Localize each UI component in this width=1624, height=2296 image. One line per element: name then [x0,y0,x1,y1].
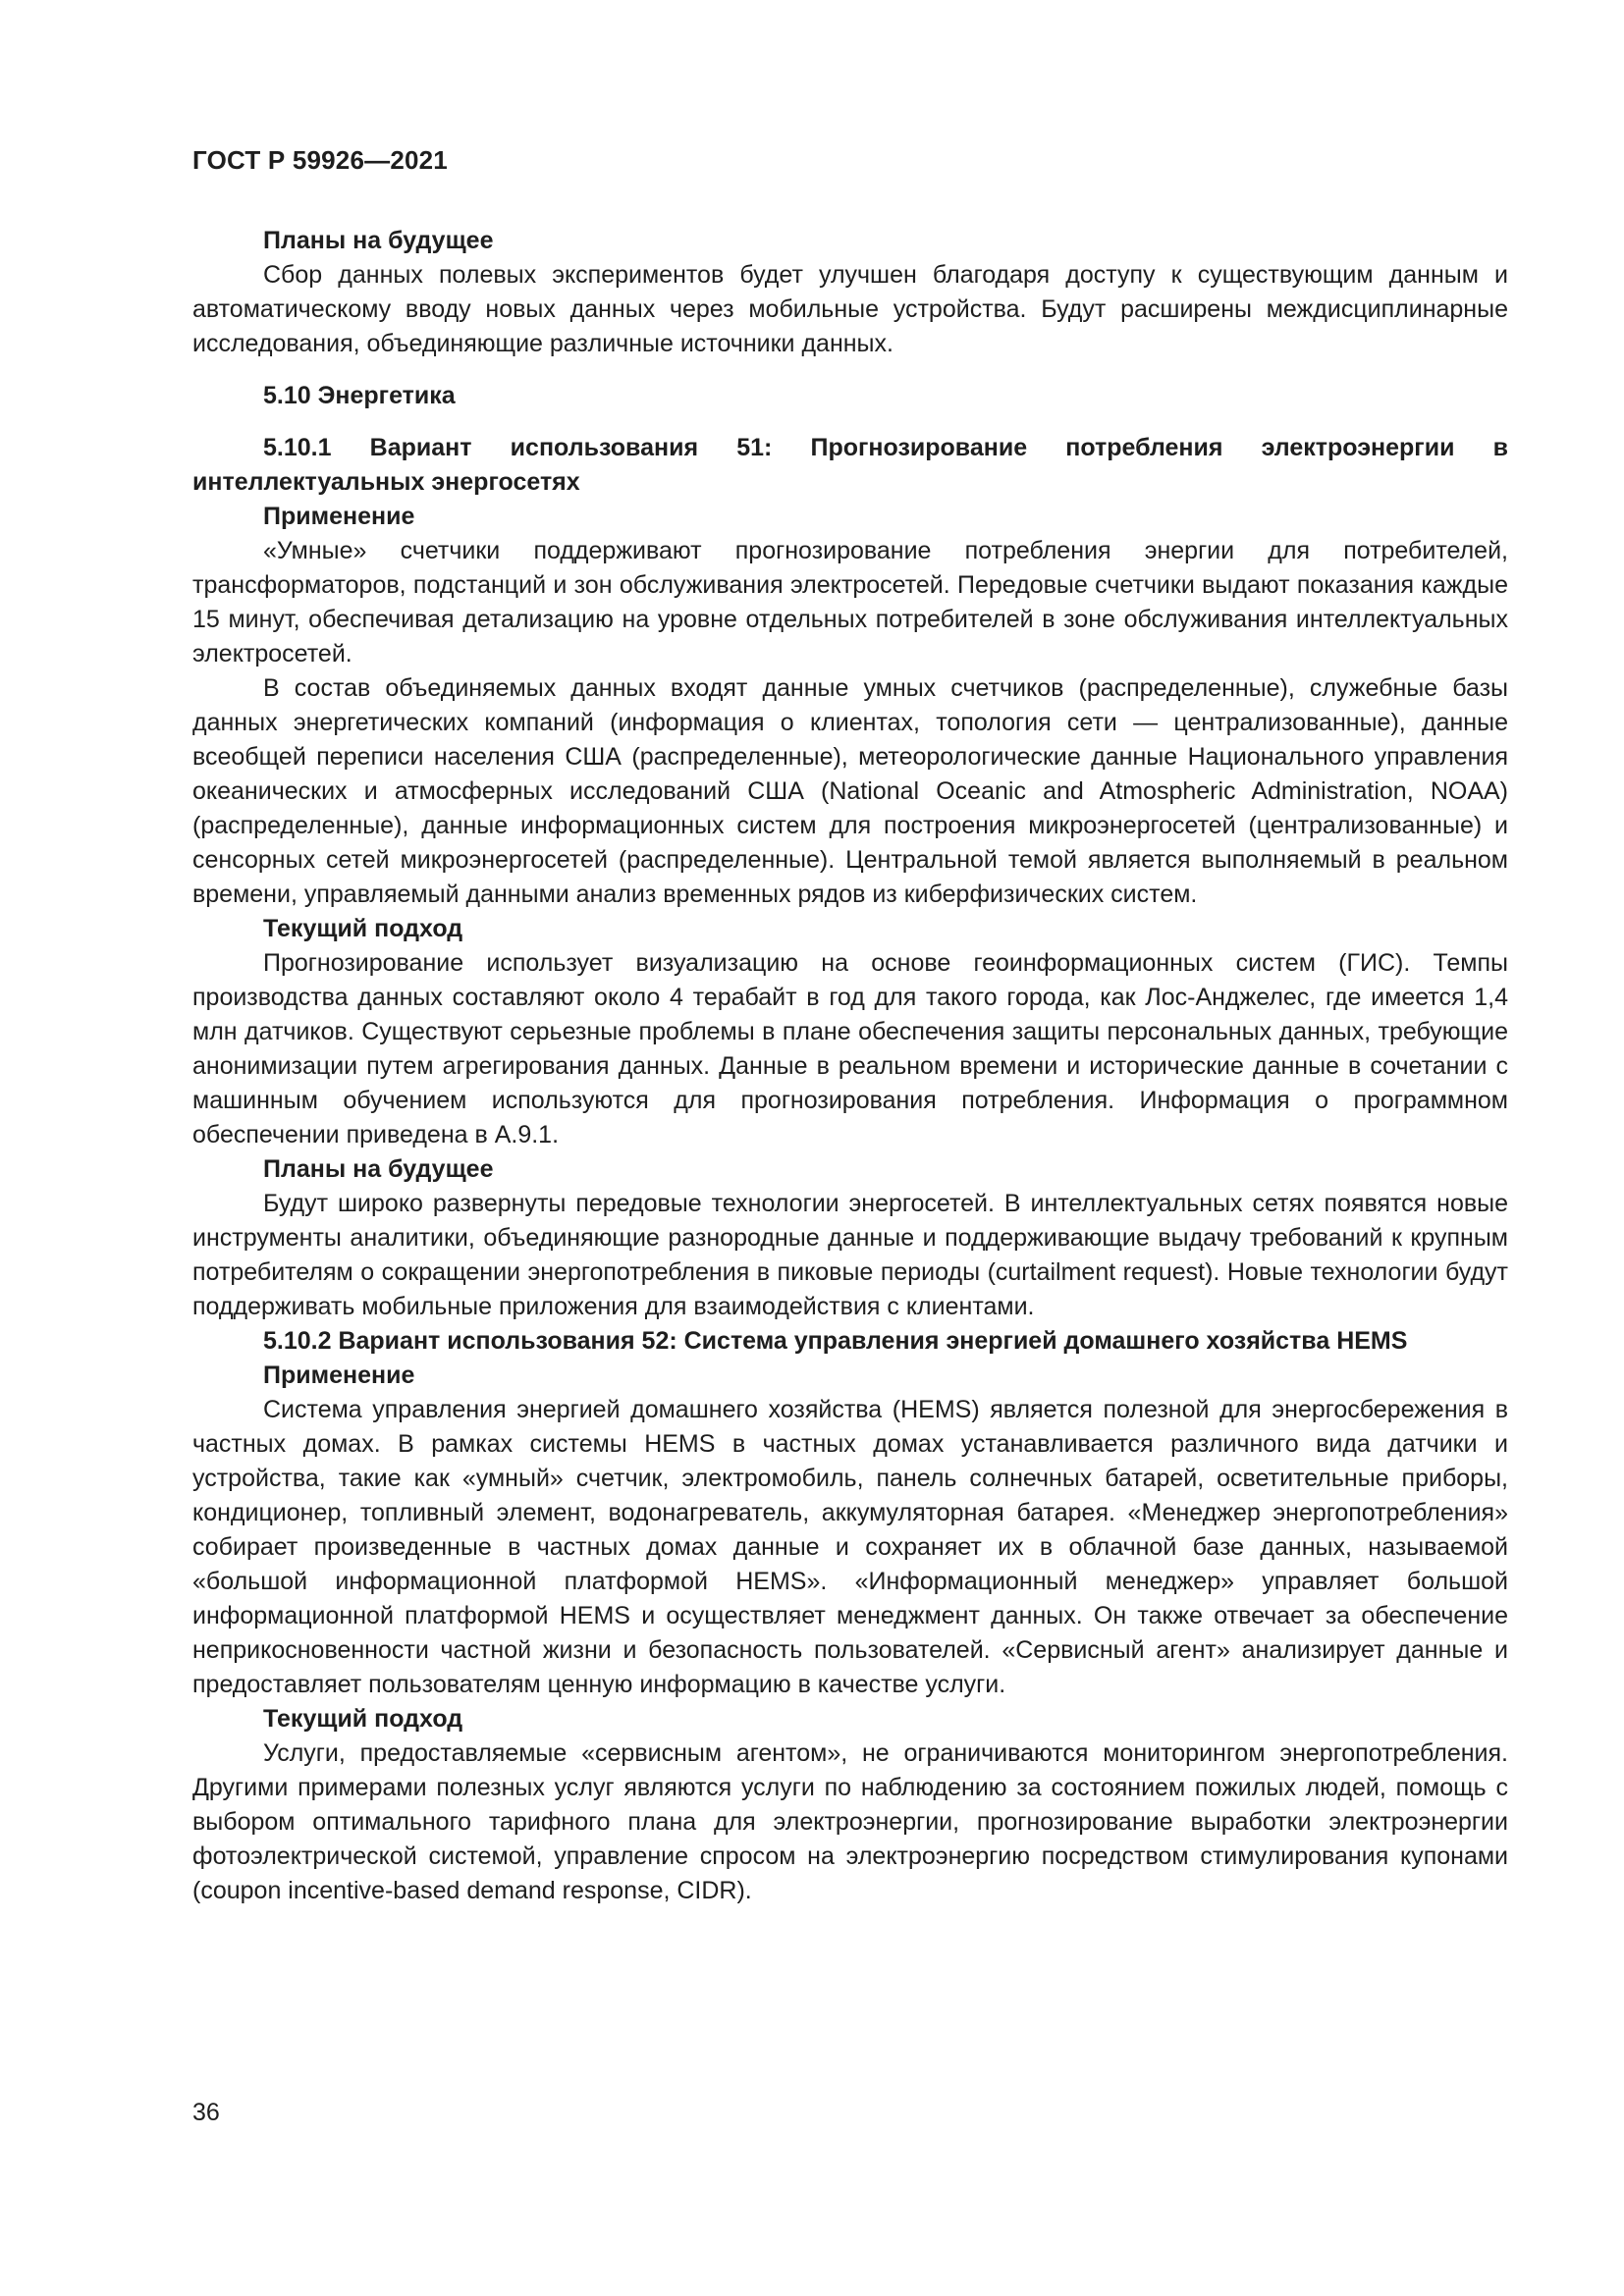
subsection-heading: Планы на будущее [263,1155,494,1183]
paragraph: Будут широко развернуты передовые технологии энергосетей. В интеллектуальных сетях появятся новые инструменты аналитики, объединяющие разнородные данные и поддерживающие выдачу требований к крупным потребителям о сокращении энергопотребления в пиковые периоды (curtailment request). Новые технологии будут поддерживать мобильные приложения для взаимодействия с клиентами. [192,1190,1508,1320]
paragraph: В состав объединяемых данных входят данные умных счетчиков (распределенные), служебные базы данных энергетических компаний (информация о клиентах, топология сети — централизованные), данные всеобщей переписи населения США (распределенные), метеорологические данные Национального управления океанических и атмосферных исследований США (National Oceanic and Atmospheric Administration, NOAA) (распределенные), данные информационных систем для построения микроэнергосетей (централизованные) и сенсорных сетей микроэнергосетей (распределенные). Центральной темой является выполняемый в реальном времени, управляемый данными анализ временных рядов из киберфизических систем. [192,674,1508,908]
subsection-heading: Текущий подход [263,915,463,942]
paragraph: Прогнозирование использует визуализацию на основе геоинформационных систем (ГИС). Темпы производства данных составляют около 4 терабайт в год для такого города, как Лос-Анджелес, где имеется 1,4 млн датчиков. Существуют серьезные проблемы в плане обеспечения защиты персональных данных, требующие анонимизации путем агрегирования данных. Данные в реальном времени и исторические данные в сочетании с машинным обучением используются для прогнозирования потребления. Информация о программном обеспечении приведена в А.9.1. [192,949,1508,1148]
subsection-heading: Планы на будущее [263,227,494,254]
subsection-heading: Применение [263,1362,415,1389]
document-page [192,0,1508,2296]
section-heading: 5.10 Энергетика [263,382,456,409]
paragraph: Система управления энергией домашнего хозяйства (HEMS) является полезной для энергосбережения в частных домах. В рамках системы HEMS в частных домах устанавливается различного вида датчики и устройства, такие как «умный» счетчик, электромобиль, панель солнечных батарей, осветительные приборы, кондиционер, топливный элемент, водонагреватель, аккумуляторная батарея. «Менеджер энергопотребления» собирает произведенные в частных домах данные и сохраняет их в облачной базе данных, называемой «большой информационной платформой HEMS». «Информационный менеджер» управляет большой информационной платформой HEMS и осуществляет менеджмент данных. Он также отвечает за обеспечение неприкосновенности частной жизни и безопасность пользователей. «Сервисный агент» анализирует данные и предоставляет пользователям ценную информацию в качестве услуги. [192,1396,1508,1698]
page-number: 36 [192,2099,220,2126]
section-heading: 5.10.2 Вариант использования 52: Система управления энергией домашнего хозяйства HEMS [263,1327,1408,1355]
paragraph: Сбор данных полевых экспериментов будет улучшен благодаря доступу к существующим данным и автоматическому вводу новых данных через мобильные устройства. Будут расширены междисциплинарные исследования, объединяющие различные источники данных. [192,261,1508,357]
section-heading: 5.10.1 Вариант использования 51: Прогнозирование потребления электроэнергии в интеллектуальных энергосетях [192,434,1508,496]
paragraph: Услуги, предоставляемые «сервисным агентом», не ограничиваются мониторингом энергопотребления. Другими примерами полезных услуг являются услуги по наблюдению за состоянием пожилых людей, помощь с выбором оптимального тарифного плана для электроэнергии, прогнозирование выработки электроэнергии фотоэлектрической системой, управление спросом на электроэнергию посредством стимулирования купонами (coupon incentive-based demand response, CIDR). [192,1739,1508,1904]
subsection-heading: Применение [263,503,415,530]
paragraph: «Умные» счетчики поддерживают прогнозирование потребления энергии для потребителей, трансформаторов, подстанций и зон обслуживания электросетей. Передовые счетчики выдают показания каждые 15 минут, обеспечивая детализацию на уровне отдельных потребителей в зоне обслуживания интеллектуальных электросетей. [192,537,1508,667]
subsection-heading: Текущий подход [263,1705,463,1733]
document-body [192,224,1508,1908]
document-header: ГОСТ Р 59926—2021 [192,145,448,175]
